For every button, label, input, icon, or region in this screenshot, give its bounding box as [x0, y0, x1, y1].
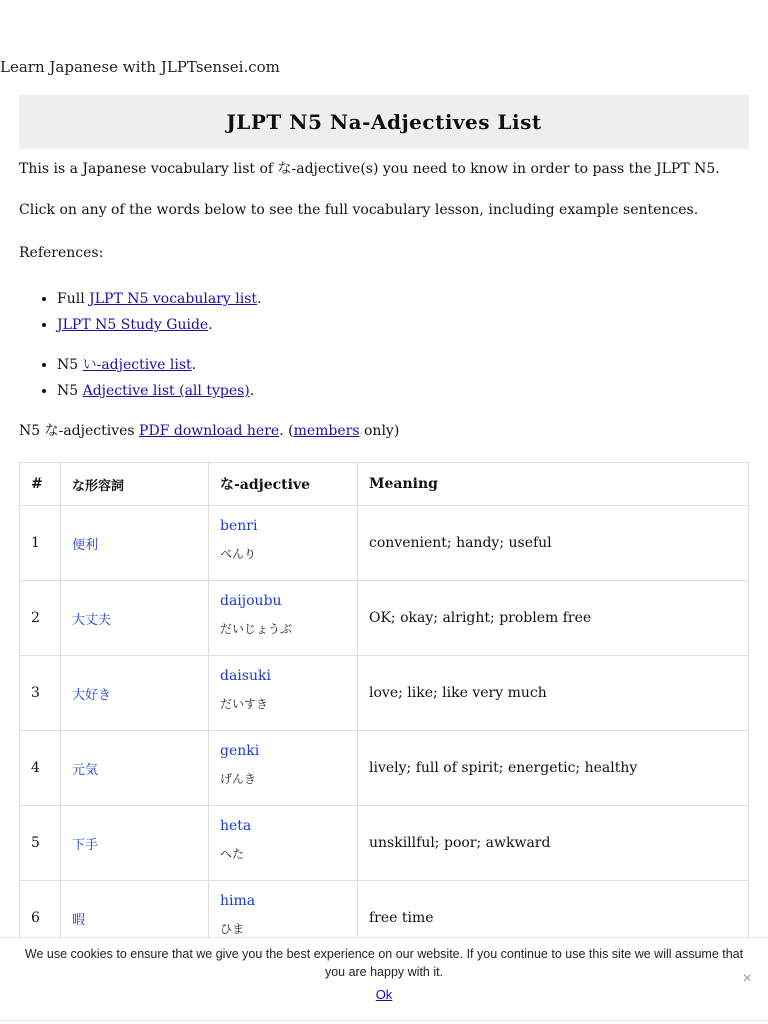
romaji-link[interactable]: benri [220, 518, 258, 534]
table-row [20, 581, 749, 656]
n5-study-guide-link[interactable]: JLPT N5 Study Guide [57, 317, 209, 333]
row-number: 5 [20, 806, 61, 881]
meaning-cell: convenient; handy; useful [358, 506, 749, 581]
close-icon[interactable]: × [742, 970, 752, 987]
romaji-link[interactable]: daisuki [220, 668, 271, 684]
kanji-link[interactable]: 大丈夫 [72, 612, 112, 628]
table-header-row [20, 463, 749, 506]
row-number: 3 [20, 656, 61, 731]
table-row [20, 806, 749, 881]
meaning-cell: free time [358, 881, 749, 956]
cookie-message: We use cookies to ensure that we give you the best experience on our website. If you continue to use this site we will assume that you are happy with it. [24, 947, 744, 979]
cookie-notice-banner [0, 937, 768, 1021]
column-header-number: # [20, 463, 61, 506]
meaning-cell: love; like; like very much [358, 656, 749, 731]
page-title: JLPT N5 Na-Adjectives List [226, 110, 542, 134]
reading-cell [209, 656, 358, 731]
references-list-adjectives [38, 352, 254, 404]
meaning-cell: unskillful; poor; awkward [358, 806, 749, 881]
kanji-cell [61, 581, 209, 656]
meaning-cell: OK; okay; alright; problem free [358, 581, 749, 656]
table-row [20, 656, 749, 731]
kanji-cell [61, 806, 209, 881]
kanji-link[interactable]: 便利 [72, 537, 99, 553]
intro-text: This is a Japanese vocabulary list of な-adjective(s) you need to know in order to pass the JLPT N5. [19, 161, 720, 177]
reading-cell [209, 806, 358, 881]
row-number: 2 [20, 581, 61, 656]
reference-item: • N5 Adjective list (all types). [57, 378, 254, 404]
i-adjective-list-link[interactable]: い-adjective list [82, 357, 192, 373]
kana-reading: だいじょうぶ [220, 622, 293, 636]
reading-cell [209, 731, 358, 806]
site-title[interactable]: Learn Japanese with JLPTsensei.com [0, 58, 280, 76]
reference-item: • Full JLPT N5 vocabulary list. [57, 286, 261, 312]
kana-reading: べんり [220, 547, 257, 561]
click-note: Click on any of the words below to see the full vocabulary lesson, including example sentences. [19, 202, 699, 218]
romaji-link[interactable]: genki [220, 743, 260, 759]
romaji-link[interactable]: daijoubu [220, 593, 282, 609]
meaning-cell: lively; full of spirit; energetic; healthy [358, 731, 749, 806]
column-header-na-keiyoushi: な形容詞 [61, 463, 209, 506]
reference-item: • JLPT N5 Study Guide. [57, 312, 261, 338]
table-row [20, 506, 749, 581]
n5-vocabulary-list-link[interactable]: JLPT N5 vocabulary list [89, 291, 258, 307]
romaji-link[interactable]: heta [220, 818, 252, 834]
kana-reading: だいすき [220, 697, 269, 711]
row-number: 6 [20, 881, 61, 956]
kanji-cell [61, 506, 209, 581]
kanji-link[interactable]: 大好き [72, 687, 112, 703]
cookie-ok-button[interactable]: Ok [375, 987, 393, 1002]
kanji-cell [61, 731, 209, 806]
reading-cell [209, 581, 358, 656]
reading-cell [209, 506, 358, 581]
column-header-meaning: Meaning [358, 463, 749, 506]
column-header-na-adjective: な-adjective [209, 463, 358, 506]
row-number: 1 [20, 506, 61, 581]
vocabulary-table [19, 462, 749, 956]
row-number: 4 [20, 731, 61, 806]
page-title-banner [19, 95, 749, 149]
adjective-list-all-types-link[interactable]: Adjective list (all types) [82, 383, 250, 399]
reference-item: • N5 い-adjective list. [57, 352, 254, 378]
pdf-download-link[interactable]: PDF download here [139, 423, 280, 439]
references-label: References: [19, 245, 104, 261]
kana-reading: ひま [220, 922, 245, 936]
references-list-main [38, 286, 261, 338]
members-link[interactable]: members [293, 423, 360, 439]
download-line: N5 な-adjectives PDF download here. (members only) [19, 423, 400, 439]
kana-reading: げんき [220, 772, 257, 786]
kanji-link[interactable]: 元気 [72, 762, 99, 778]
kanji-link[interactable]: 下手 [72, 837, 99, 853]
romaji-link[interactable]: hima [220, 893, 256, 909]
kanji-cell [61, 656, 209, 731]
kana-reading: へた [220, 847, 245, 861]
table-row [20, 731, 749, 806]
kanji-link[interactable]: 暇 [72, 912, 86, 928]
